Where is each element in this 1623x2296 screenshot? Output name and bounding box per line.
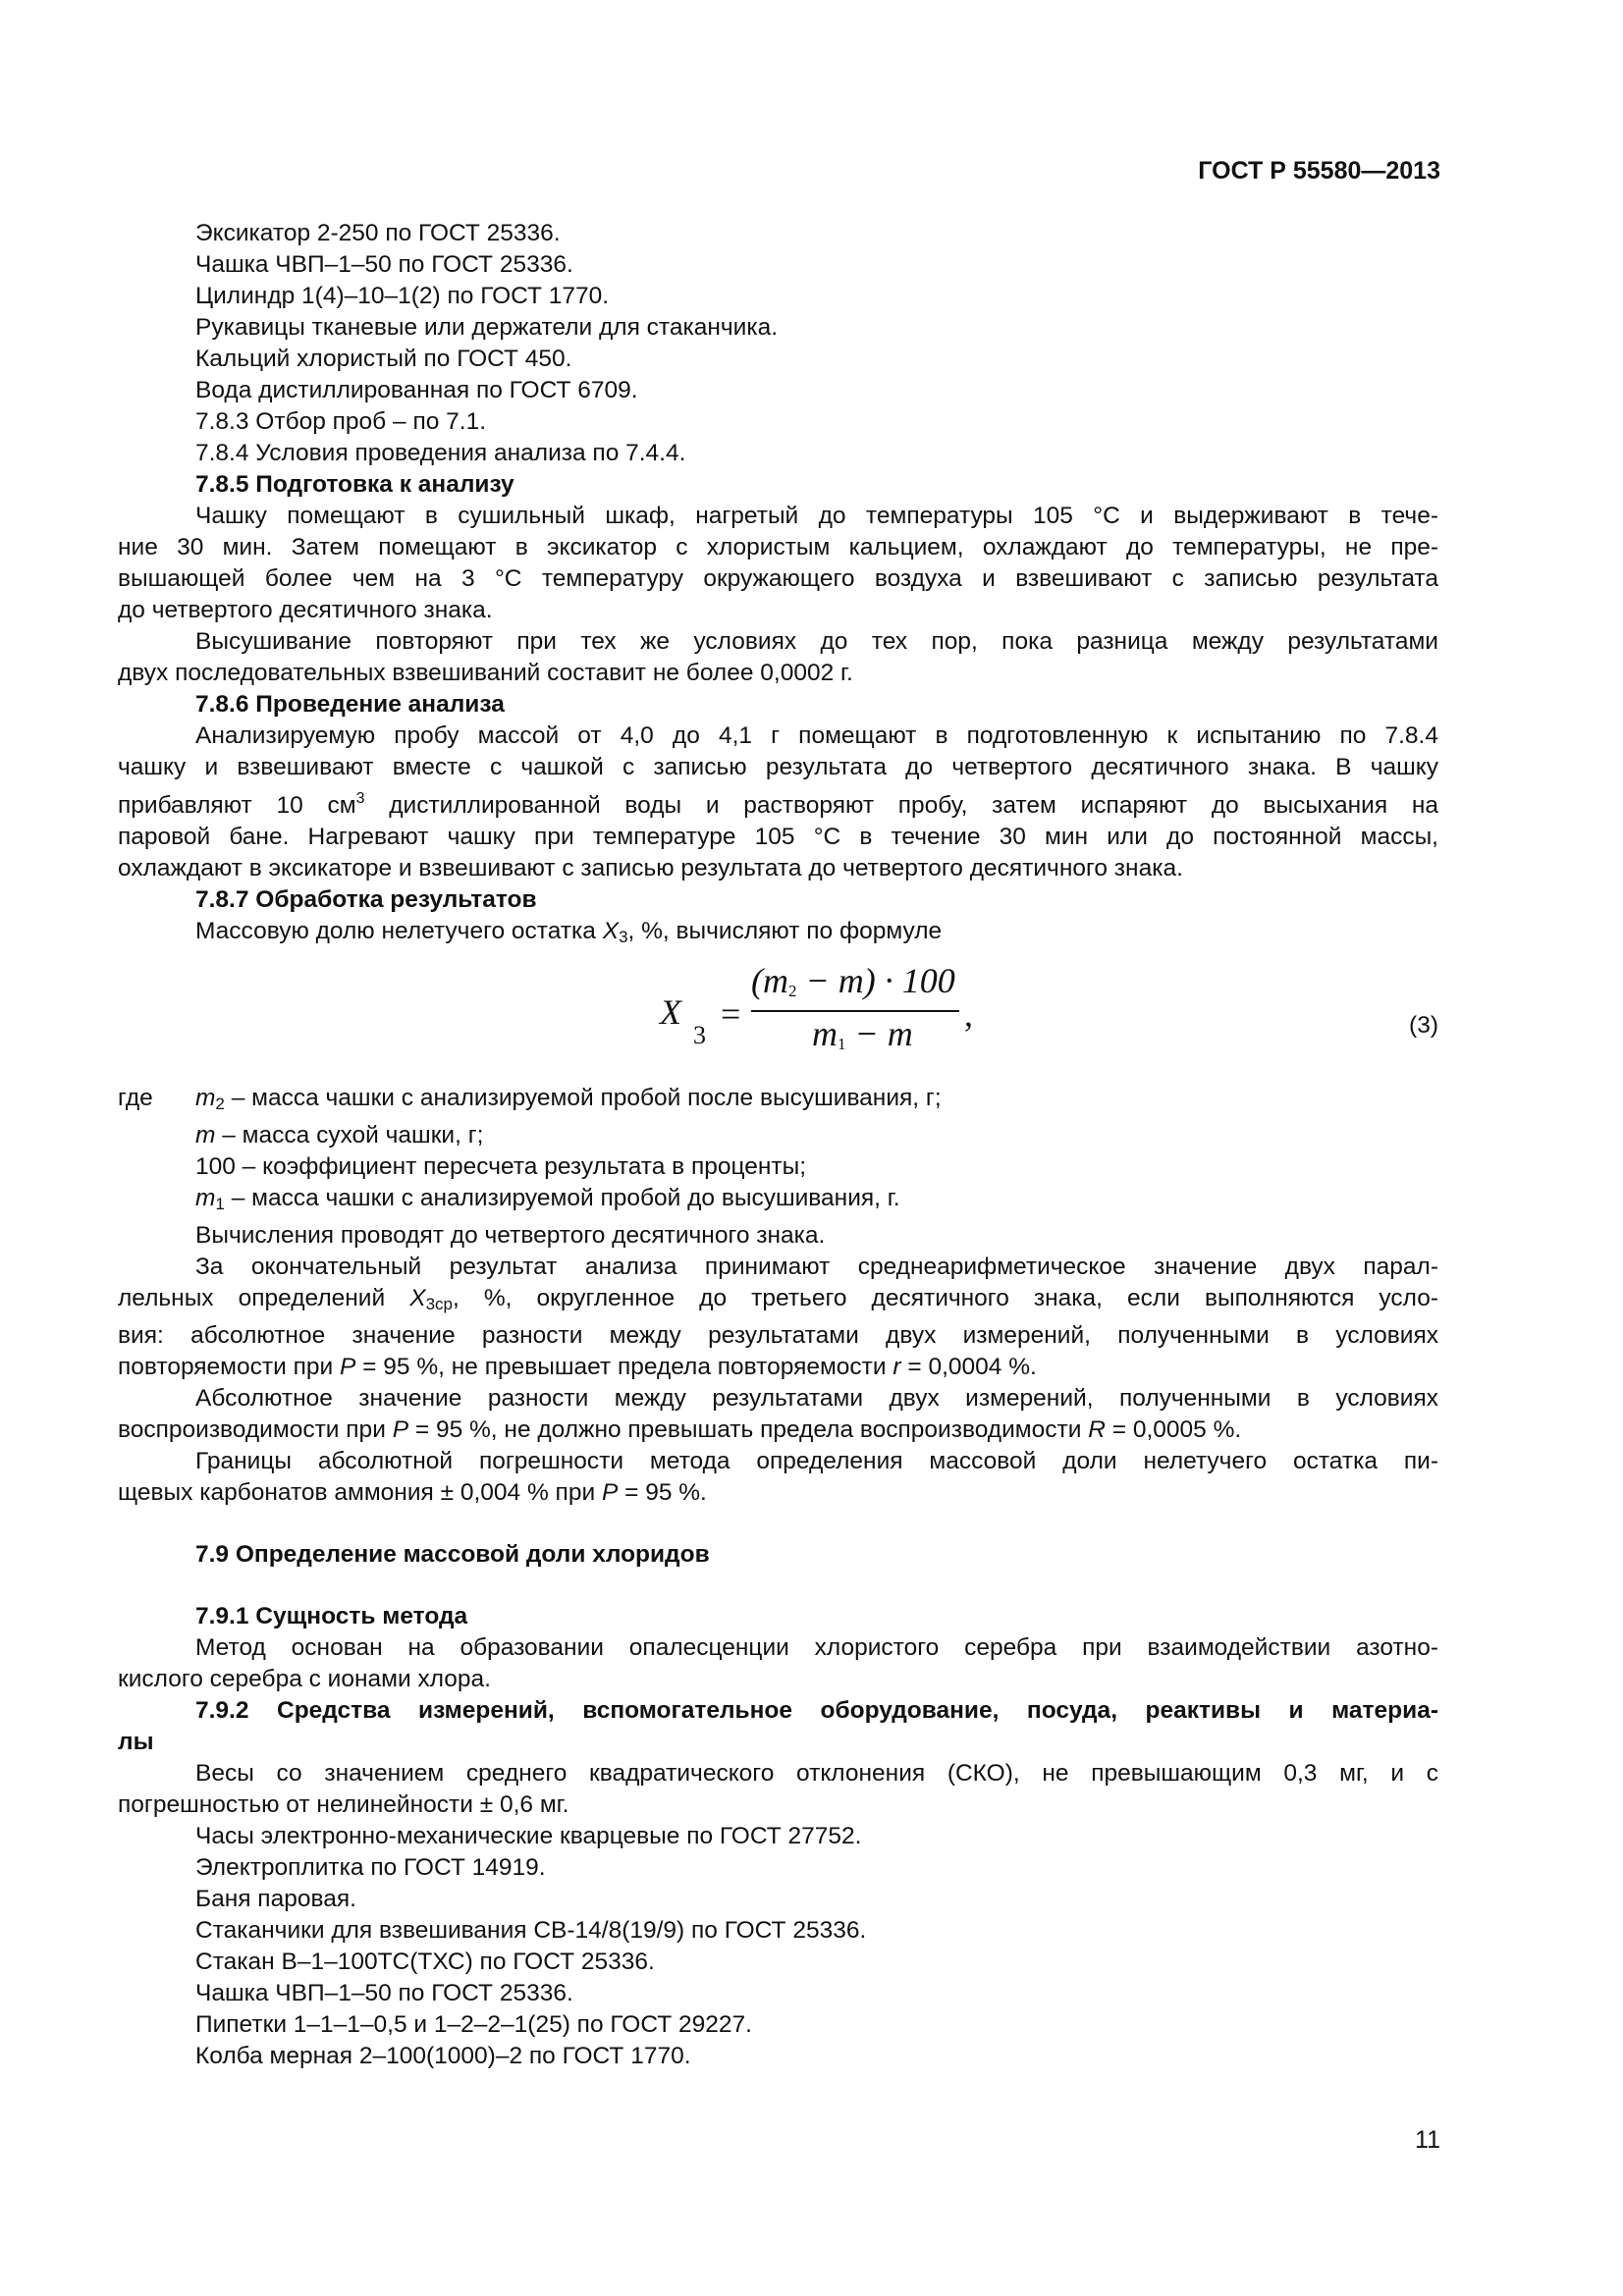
list-item: Колба мерная 2–100(1000)–2 по ГОСТ 1770. bbox=[195, 2043, 691, 2069]
list-item: Стакан В–1–100ТС(ТХС) по ГОСТ 25336. bbox=[195, 1949, 655, 1975]
document-body bbox=[118, 218, 1438, 2072]
section-heading-7-8-7: 7.8.7 Обработка результатов bbox=[195, 886, 537, 913]
paragraph-line: Чашку помещают в сушильный шкаф, нагретый до температуры 105 °С и выдерживают в тече- bbox=[195, 503, 1438, 529]
paragraph-line: Метод основан на образовании опалесценции хлористого серебра при взаимодействии азотно- bbox=[195, 1634, 1438, 1661]
paragraph-line: охлаждают в эксикаторе и взвешивают с записью результата до четвертого десятичного знака. bbox=[118, 855, 1183, 881]
list-item: Стаканчики для взвешивания СВ-14/8(19/9) по ГОСТ 25336. bbox=[195, 1917, 867, 1944]
document-number-header: ГОСТ Р 55580—2013 bbox=[1198, 157, 1440, 185]
paragraph-line: Абсолютное значение разности между результатами двух измерений, полученными в условиях bbox=[195, 1385, 1438, 1412]
text-line: Цилиндр 1(4)–10–1(2) по ГОСТ 1770. bbox=[195, 283, 610, 309]
list-item: Часы электронно-механические кварцевые по ГОСТ 27752. bbox=[195, 1823, 862, 1849]
legend-item: m1 – масса чашки с анализируемой пробой до высушивания, г. bbox=[195, 1185, 900, 1213]
spacer bbox=[118, 1509, 1438, 1539]
paragraph-line: кислого серебра с ионами хлора. bbox=[118, 1666, 491, 1692]
section-heading-7-8-6: 7.8.6 Проведение анализа bbox=[195, 691, 505, 718]
formula-denominator: m1 − m bbox=[812, 1014, 913, 1053]
legend-item: m2 – масса чашки с анализируемой пробой после высушивания, г; bbox=[195, 1085, 942, 1113]
formula-equals: = bbox=[721, 994, 741, 1034]
formula-lhs: X bbox=[660, 992, 681, 1032]
section-heading-7-8-5: 7.8.5 Подготовка к анализу bbox=[195, 471, 514, 498]
legend-item: 100 – коэффициент пересчета результата в проценты; bbox=[195, 1153, 807, 1180]
legend-item: m – масса сухой чашки, г; bbox=[195, 1122, 484, 1148]
formula-number: (3) bbox=[1409, 1012, 1438, 1039]
paragraph-line: Высушивание повторяют при тех же условиях до тех пор, пока разница между результатами bbox=[195, 628, 1438, 655]
text-line: Вода дистиллированная по ГОСТ 6709. bbox=[195, 377, 638, 403]
section-heading-7-9-2-cont: лы bbox=[118, 1729, 154, 1755]
paragraph-line: погрешностью от нелинейности ± 0,6 мг. bbox=[118, 1791, 569, 1818]
paragraph-line: ние 30 мин. Затем помещают в эксикатор с хлористым кальцием, охлаждают до температуры, не пре- bbox=[118, 534, 1438, 561]
list-item: Чашка ЧВП–1–50 по ГОСТ 25336. bbox=[195, 1980, 573, 2006]
list-item: Пипетки 1–1–1–0,5 и 1–2–2–1(25) по ГОСТ 29227. bbox=[195, 2011, 752, 2038]
formula-legend bbox=[118, 1083, 1438, 1252]
paragraph-line: воспроизводимости при P = 95 %, не должно превышать предела воспроизводимости R = 0,0005 %. bbox=[118, 1416, 1242, 1443]
formula-3 bbox=[118, 957, 1438, 1083]
paragraph-line: прибавляют 10 $см^3$ дистиллированной воды и растворяют пробу, затем испаряют до высыхания на bbox=[118, 790, 1438, 819]
paragraph-line: Массовую долю нелетучего остатка X3, %, вычисляют по формуле bbox=[195, 918, 943, 946]
paragraph-line: повторяемости при P = 95 %, не превышает предела повторяемости r = 0,0004 %. bbox=[118, 1354, 1037, 1380]
paragraph-line: За окончательный результат анализа принимают среднеарифметическое значение двух парал- bbox=[195, 1254, 1438, 1280]
formula-numerator: (m2 − m) · 100 bbox=[751, 961, 955, 1000]
section-heading-7-9: 7.9 Определение массовой доли хлоридов bbox=[195, 1541, 710, 1568]
section-heading-7-9-2: 7.9.2 Средства измерений, вспомогательное оборудование, посуда, реактивы и материа- bbox=[195, 1697, 1438, 1724]
page-number: 11 bbox=[1415, 2126, 1440, 2154]
text-line: Кальций хлористый по ГОСТ 450. bbox=[195, 346, 572, 372]
text-line: Чашка ЧВП–1–50 по ГОСТ 25336. bbox=[195, 251, 573, 278]
text-line: 7.8.3 Отбор проб – по 7.1. bbox=[195, 408, 487, 435]
text-line: 7.8.4 Условия проведения анализа по 7.4.4. bbox=[195, 440, 686, 466]
list-item: Электроплитка по ГОСТ 14919. bbox=[195, 1854, 546, 1881]
fraction-bar bbox=[751, 1010, 959, 1012]
spacer bbox=[118, 1571, 1438, 1601]
paragraph-line: двух последовательных взвешиваний составит не более 0,0002 г. bbox=[118, 660, 853, 686]
section-heading-7-9-1: 7.9.1 Сущность метода bbox=[195, 1603, 468, 1629]
paragraph-line: чашку и взвешивают вместе с чашкой с записью результата до четвертого десятичного знака. В чашку bbox=[118, 754, 1438, 780]
paragraph-line: Границы абсолютной погрешности метода определения массовой доли нелетучего остатка пи- bbox=[195, 1448, 1438, 1474]
paragraph-line: Анализируемую пробу массой от 4,0 до 4,1 г помещают в подготовленную к испытанию по 7.8.4 bbox=[195, 722, 1438, 749]
paragraph-line: до четвертого десятичного знака. bbox=[118, 597, 493, 623]
text-line: Рукавицы тканевые или держатели для стаканчика. bbox=[195, 314, 779, 341]
formula-lhs-subscript: 3 bbox=[693, 1021, 706, 1049]
paragraph-line: лельных определений X3ср, %, округленное до третьего десятичного знака, если выполняются усло- bbox=[118, 1285, 1438, 1313]
paragraph-line: Весы со значением среднего квадратического отклонения (СКО), не превышающим 0,3 мг, и с bbox=[195, 1760, 1438, 1787]
paragraph-line: вия: абсолютное значение разности между результатами двух измерений, полученными в условиях bbox=[118, 1322, 1438, 1349]
paragraph-line: вышающей более чем на 3 °С температуру окружающего воздуха и взвешивают с записью результата bbox=[118, 565, 1438, 592]
paragraph-line: щевых карбонатов аммония ± 0,004 % при P = 95 %. bbox=[118, 1479, 707, 1506]
where-label: где bbox=[118, 1085, 153, 1111]
paragraph-line: паровой бане. Нагревают чашку при температуре 105 °С в течение 30 мин или до постоянной массы, bbox=[118, 824, 1438, 850]
list-item: Баня паровая. bbox=[195, 1886, 356, 1912]
text-line: Эксикатор 2-250 по ГОСТ 25336. bbox=[195, 220, 561, 246]
formula-comma: , bbox=[964, 994, 973, 1034]
calc-note: Вычисления проводят до четвертого десятичного знака. bbox=[195, 1222, 826, 1249]
